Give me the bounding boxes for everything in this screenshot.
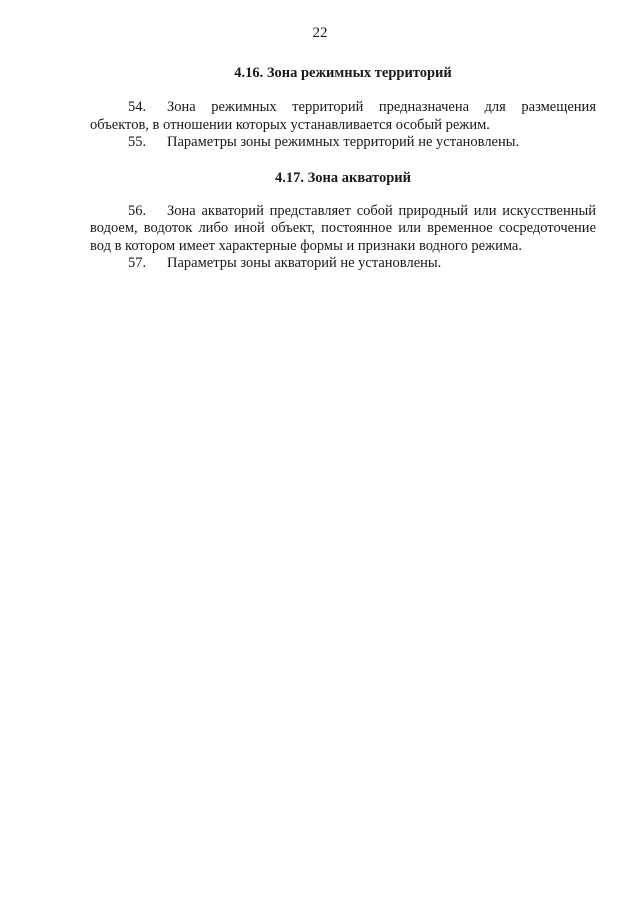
- paragraph-text: Зона акваторий представляет собой природный или искусственный водоем, водоток либо иной объект, постоянное или временное сосредоточение вод в котором имеет характерные формы и признаки водного режима.: [90, 202, 596, 254]
- paragraph: [90, 255, 596, 273]
- paragraph-number: 54.: [128, 99, 147, 115]
- section-heading: 4.17. Зона акваторий: [274, 169, 412, 186]
- paragraph: [90, 99, 596, 134]
- paragraph-text: Параметры зоны акваторий не установлены.: [167, 255, 442, 271]
- section-regime-territories: [90, 64, 596, 152]
- page-number: 22: [312, 25, 328, 41]
- paragraph: [90, 134, 596, 152]
- paragraph-number: 55.: [128, 134, 147, 150]
- section-heading: 4.16. Зона режимных территорий: [234, 65, 452, 81]
- paragraph: [90, 203, 596, 256]
- paragraph-text: Параметры зоны режимных территорий не установлены.: [167, 134, 520, 150]
- paragraph-text: Зона режимных территорий предназначена для размещения объектов, в отношении которых устанавливается особый режим.: [90, 99, 596, 133]
- page-content: [90, 64, 596, 273]
- section-water-areas: [90, 169, 596, 273]
- paragraph-number: 57.: [128, 255, 147, 271]
- paragraph-number: 56.: [128, 202, 147, 219]
